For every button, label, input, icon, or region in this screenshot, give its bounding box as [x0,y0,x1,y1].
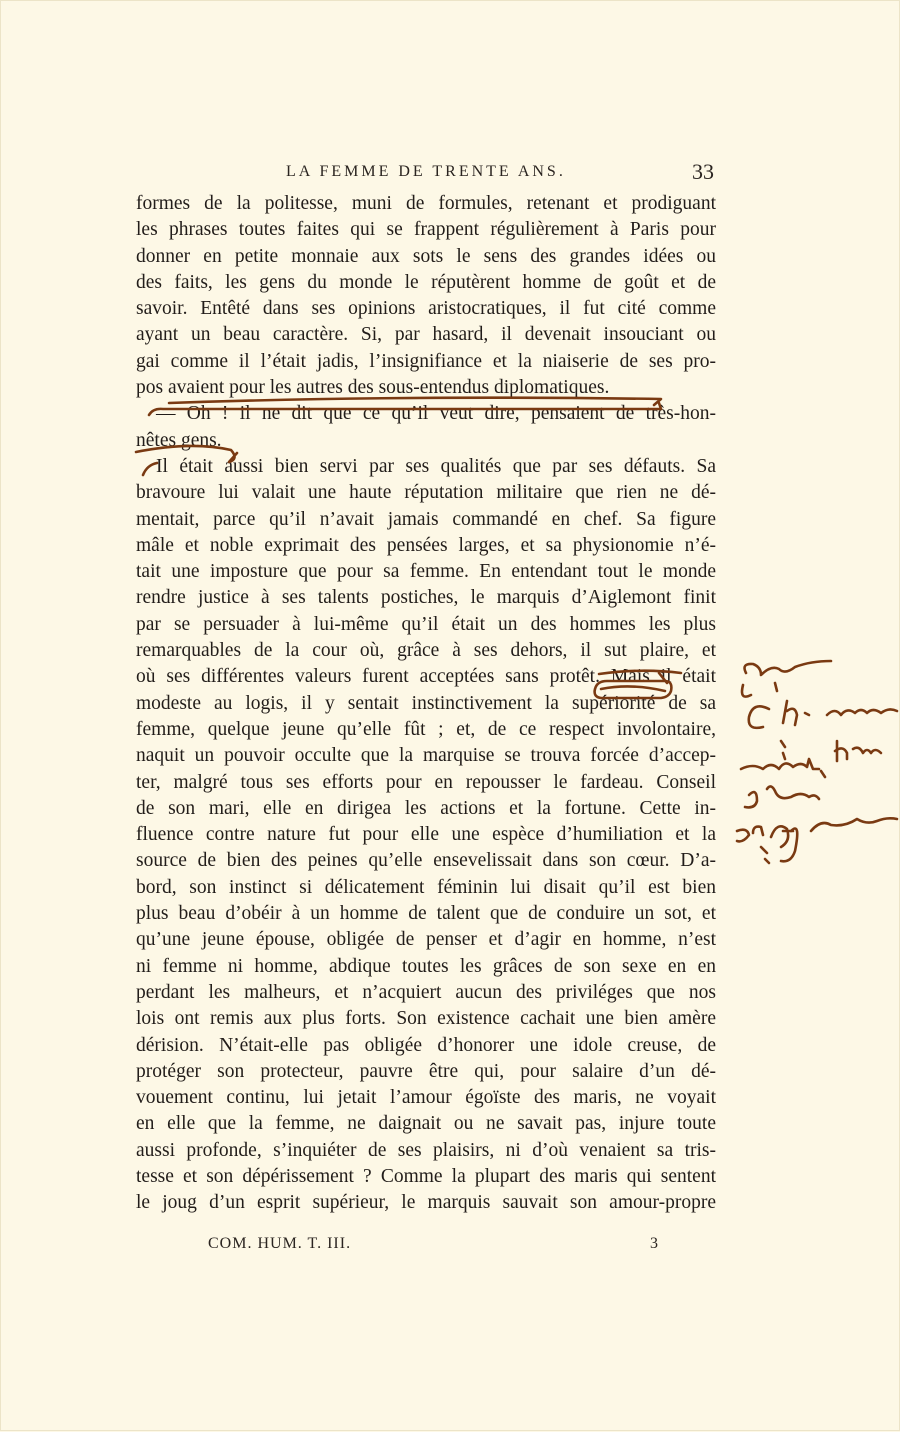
text-line: ter, malgré tous ses efforts pour en repousser le fardeau. Conseil [136,771,716,793]
text-line: Il était aussi bien servi par ses qualités que par ses défauts. Sa [156,455,716,477]
text-line: remarquables de la cour où, grâce à ses dehors, il sut plaire, et [136,640,716,662]
page-footer [208,1235,658,1259]
text-line: mâle et noble exprimait des pensées larges, et sa physionomie n’é- [136,534,716,556]
text-line: — Oh ! il ne dit que ce qu’il veut dire, pensaient de très-hon- [156,403,716,425]
text-line: fluence contre nature fut pour elle une espèce d’humiliation et la [136,824,716,846]
signature-mark: COM. HUM. T. III. [208,1235,352,1252]
text-line: source de bien des peines qu’elle ensevelissait dans son cœur. D’a- [136,850,716,872]
sheet-number: 3 [650,1235,658,1252]
text-line: perdant les malheurs, et n’acquiert aucun des priviléges que nos [136,981,716,1003]
text-line: rendre justice à ses talents postiches, le marquis d’Aiglemont finit [136,587,716,609]
text-line: plus beau d’obéir à un homme de talent que de conduire un sot, et [136,903,716,925]
text-line: bord, son instinct si délicatement féminin lui disait qu’il est bien [136,876,716,898]
text-line: ayant un beau caractère. Si, par hasard, il devenait insouciant ou [136,324,716,346]
text-line: ni femme ni homme, abdique toutes les grâces de son sexe en en [136,955,716,977]
text-line: le joug d’un esprit supérieur, le marquis sauvait son amour-propre [136,1192,716,1214]
margin-note [737,661,897,863]
text-line: pos avaient pour les autres des sous-entendus diplomatiques. [136,377,610,399]
page-header [136,159,714,189]
text-line: formes de la politesse, muni de formules, retenant et prodiguant [136,193,716,214]
body-text [136,191,716,1217]
text-line: savoir. Entêté dans ses opinions aristocratiques, il fut cité comme [136,298,716,320]
text-line: les phrases toutes faites qui se frappent régulièrement à Paris pour [136,219,716,241]
text-line: naquit un pouvoir occulte que la marquise se trouva forcée d’accep- [136,745,716,767]
text-line: bravoure lui valait une haute réputation militaire que rien ne dé- [136,482,716,504]
text-line: vouement continu, lui jetait l’amour égoïste des maris, ne voyait [136,1087,716,1109]
text-line: lois ont remis aux plus forts. Son existence cachait une bien amère [136,1008,716,1030]
text-line: qu’une jeune épouse, obligée de penser et d’agir en homme, n’est [136,929,716,951]
running-title: LA FEMME DE TRENTE ANS. [286,163,566,180]
text-line: par se persuader à lui-même qu’il était un des hommes les plus [136,613,716,635]
text-line: aussi profonde, s’inquiéter de ses plaisirs, ni d’où venaient sa tris- [136,1139,716,1161]
text-line: tait une imposture que pour sa femme. En entendant tout le monde [136,561,716,583]
text-line: femme, quelque jeune qu’elle fût ; et, de ce respect involontaire, [136,718,716,740]
text-line: protéger son protecteur, pauvre être qui, pour salaire d’un dé- [136,1060,716,1082]
text-line: gai comme il l’était jadis, l’insignifiance et la niaiserie de ses pro- [136,350,716,372]
text-line: modeste au logis, il y sentait instinctivement la supériorité de sa [136,692,716,714]
text-line: de son mari, elle en dirigea les actions et la fortune. Cette in- [136,797,716,819]
text-line: où ses différentes valeurs furent acceptées sans protêt. Mais il était [136,666,716,688]
text-line: des faits, les gens du monde le réputèrent homme de goût et de [136,271,716,293]
text-line: mentait, parce qu’il n’avait jamais commandé en chef. Sa figure [136,508,716,530]
text-line: en elle que la femme, ne daignait ou ne savait pas, injure toute [136,1113,716,1135]
text-line: tesse et son dépérissement ? Comme la plupart des maris qui sentent [136,1165,716,1187]
text-line: dérision. N’était-elle pas obligée d’honorer une idole creuse, de [136,1034,716,1056]
text-line: donner en petite monnaie aux sots le sens des grandes idées ou [136,245,716,267]
page-number: 33 [692,159,714,184]
text-line: nêtes gens. [136,429,222,451]
